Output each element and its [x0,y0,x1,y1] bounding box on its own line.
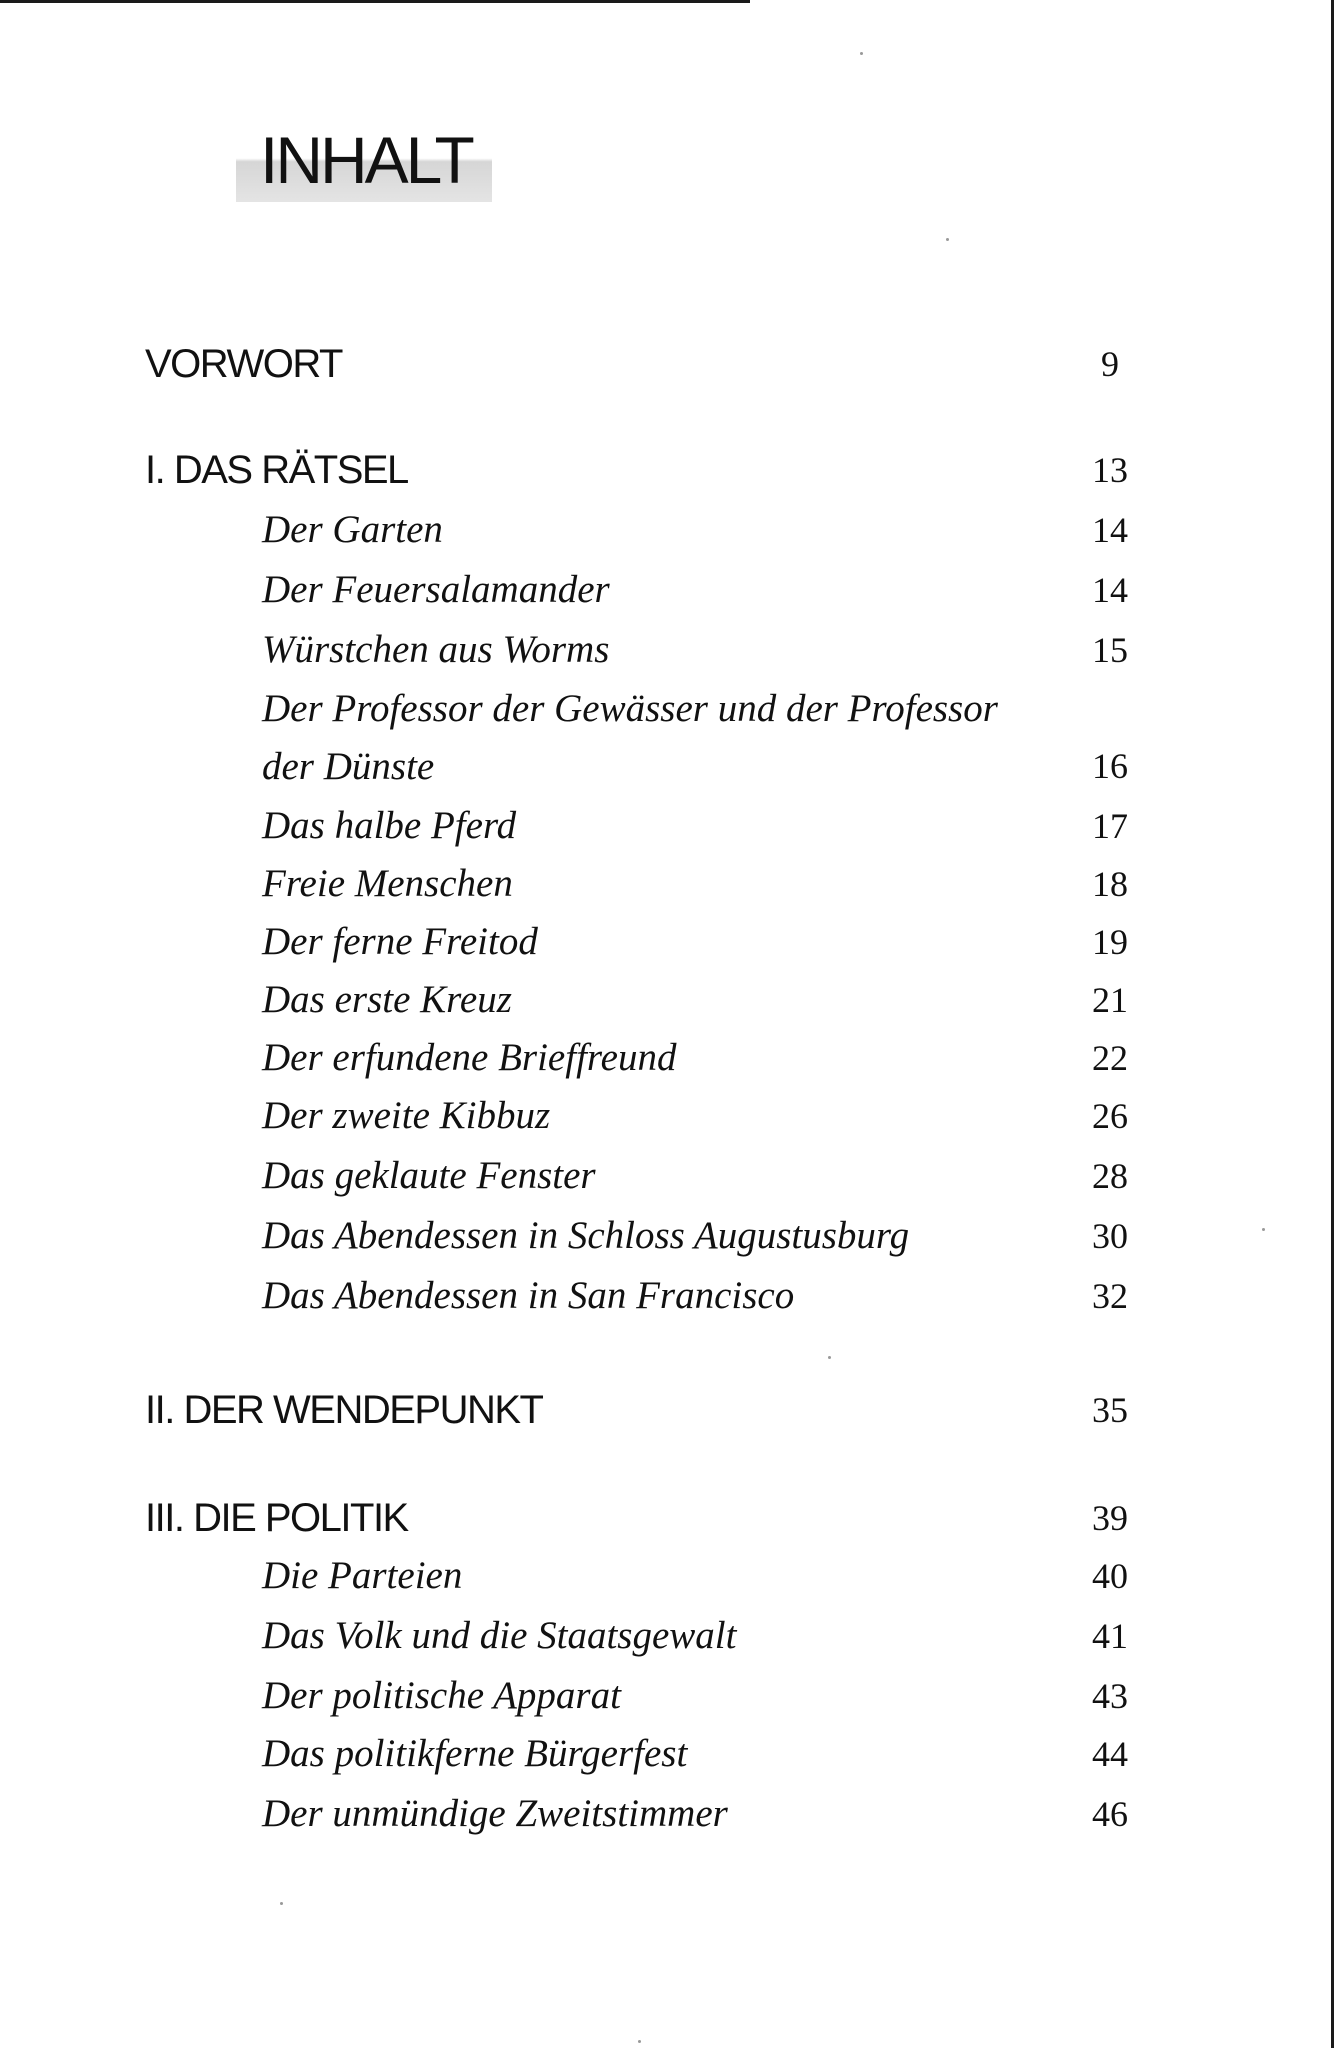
toc-entry[interactable] [0,1546,1338,1606]
toc-entry[interactable] [0,912,1338,972]
page-number: 18 [1092,864,1128,904]
entry-title: Das geklaute Fenster [262,1154,596,1197]
toc-entry[interactable] [0,500,1338,560]
scan-speck [946,238,949,241]
entry-title: Das Abendessen in San Francisco [262,1274,795,1317]
page-number: 9 [1101,344,1119,384]
toc-entry[interactable] [0,1724,1338,1784]
toc-entry[interactable] [0,1784,1338,1844]
entry-title: Der unmündige Zweitstimmer [262,1792,728,1835]
page-number: 15 [1092,630,1128,670]
entry-title: Der Garten [262,508,443,551]
entry-title: Das Volk und die Staatsgewalt [262,1614,737,1657]
section-title: VORWORT [145,342,342,386]
toc-entry[interactable] [0,1666,1338,1726]
toc-entry[interactable] [0,560,1338,620]
entry-title-line2: der Dünste [262,745,435,788]
scan-speck [1262,1228,1265,1231]
entry-title: Der zweite Kibbuz [262,1094,551,1137]
page-number: 43 [1092,1676,1128,1716]
page-number: 26 [1092,1096,1128,1136]
toc-entry[interactable] [0,970,1338,1030]
page-number: 46 [1092,1794,1128,1834]
entry-title: Der Feuersalamander [262,568,610,611]
scan-speck [860,52,863,55]
toc-entry[interactable] [0,680,1338,798]
toc-entry[interactable] [0,1606,1338,1666]
toc-section-vorwort[interactable] [0,334,1338,394]
page-title: INHALT [260,123,472,197]
page-number: 41 [1092,1616,1128,1656]
entry-title [262,680,998,796]
toc-entry[interactable] [0,1086,1338,1146]
toc-section-part1[interactable] [0,440,1338,500]
entry-title: Das politikferne Bürgerfest [262,1732,688,1775]
page-number: 32 [1092,1276,1128,1316]
entry-title: Der politische Apparat [262,1674,621,1717]
page-number: 21 [1092,980,1128,1020]
page-number: 13 [1092,450,1128,490]
toc-entry[interactable] [0,1146,1338,1206]
toc-entry[interactable] [0,1206,1338,1266]
top-edge-rule [0,0,750,3]
toc-section-part3[interactable] [0,1488,1338,1548]
page-number: 44 [1092,1734,1128,1774]
page-number: 28 [1092,1156,1128,1196]
scan-speck [828,1356,831,1359]
page-number: 22 [1092,1038,1128,1078]
entry-title-line1: Der Professor der Gewässer und der Professor [262,687,998,730]
toc-entry[interactable] [0,1028,1338,1088]
toc-section-part2[interactable] [0,1380,1338,1440]
page-number: 35 [1092,1390,1128,1430]
entry-title: Das halbe Pferd [262,804,517,847]
entry-title: Der erfundene Brieffreund [262,1036,677,1079]
entry-title: Der ferne Freitod [262,920,538,963]
heading-block [236,118,492,202]
page-number: 39 [1092,1498,1128,1538]
toc-entry[interactable] [0,1266,1338,1326]
scan-speck [280,1902,283,1905]
page-number: 14 [1092,570,1128,610]
page-number: 14 [1092,510,1128,550]
page-number: 17 [1092,806,1128,846]
entry-title: Freie Menschen [262,862,513,905]
entry-title: Das erste Kreuz [262,978,512,1021]
entry-title: Die Parteien [262,1554,463,1597]
page-number: 19 [1092,922,1128,962]
section-title: III. DIE POLITIK [145,1496,408,1540]
page-number: 16 [1092,746,1128,786]
entry-title: Das Abendessen in Schloss Augustusburg [262,1214,910,1257]
toc-entry[interactable] [0,796,1338,856]
section-title: II. DER WENDEPUNKT [145,1388,543,1432]
section-title: I. DAS RÄTSEL [145,448,408,492]
entry-title: Würstchen aus Worms [262,628,610,671]
toc-entry[interactable] [0,854,1338,914]
scan-speck [638,2040,641,2043]
page-number: 30 [1092,1216,1128,1256]
toc-entry[interactable] [0,620,1338,680]
page-number: 40 [1092,1556,1128,1596]
